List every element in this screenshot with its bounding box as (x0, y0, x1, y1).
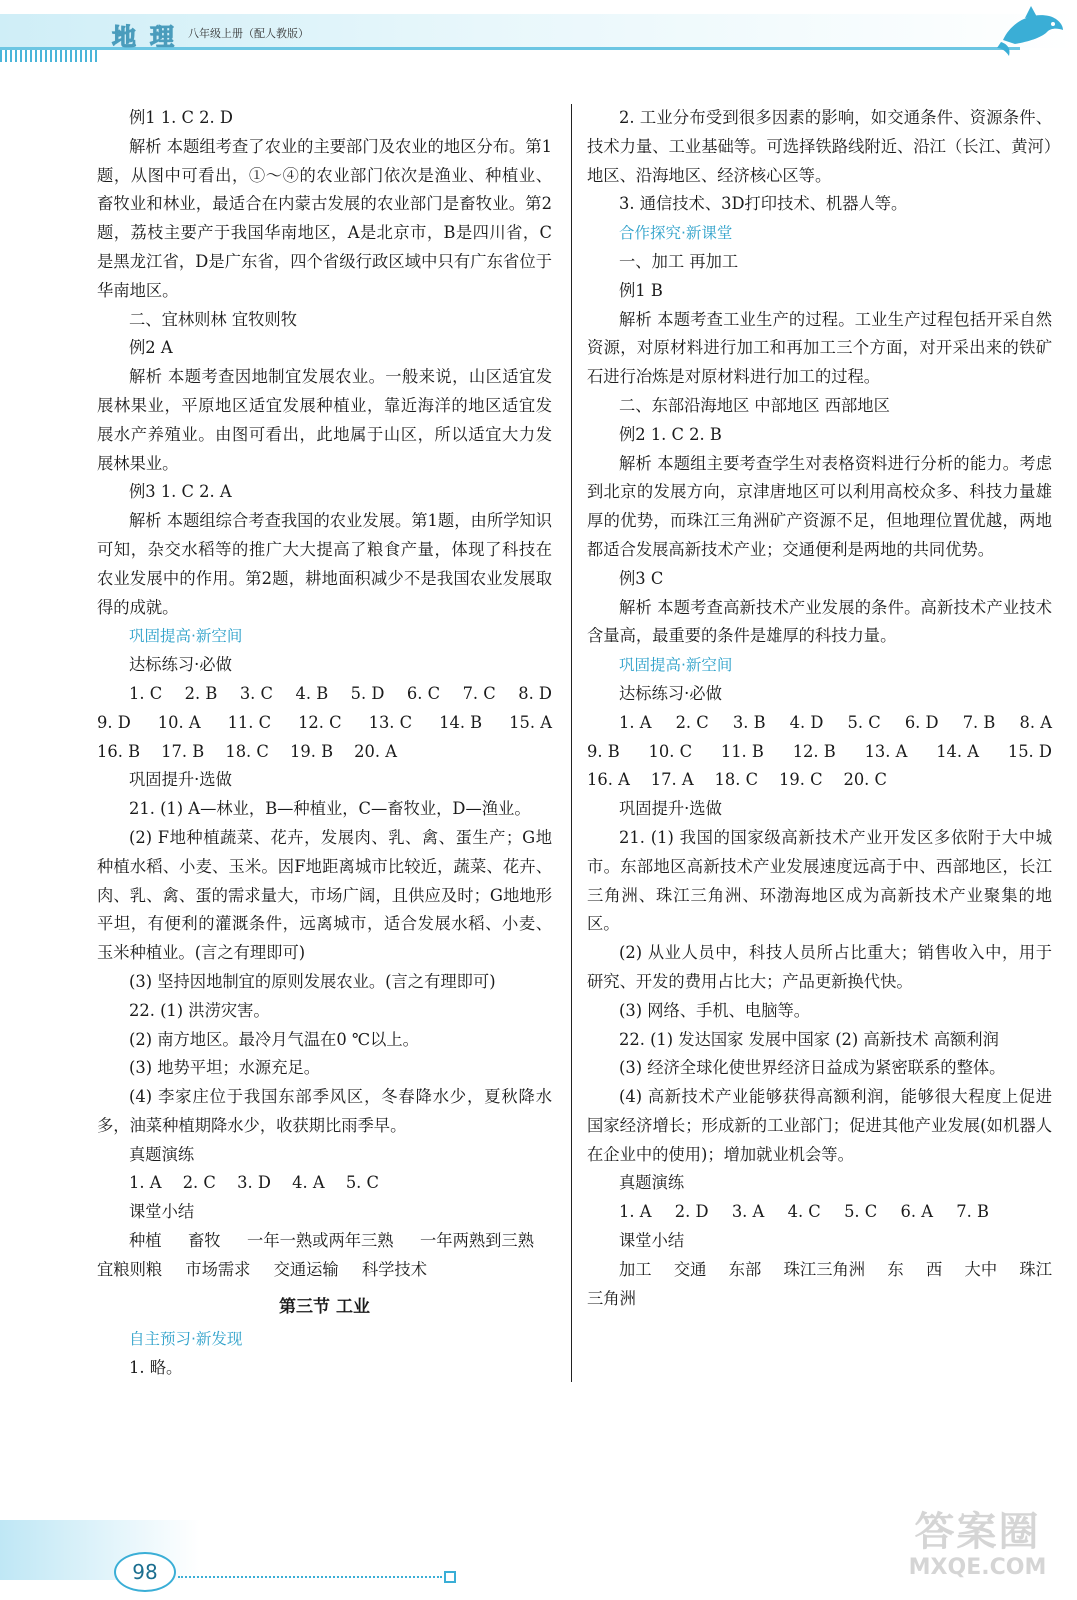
answer-item: 2. D (674, 1202, 709, 1222)
answer-item: 1. A (619, 1202, 652, 1222)
answer-item: 3. C (239, 683, 273, 703)
answer-item: 13. A (864, 741, 908, 761)
answer-item: 18. C (714, 770, 759, 790)
summary-row (97, 1227, 534, 1256)
subsection-label: 真题演练 (129, 1144, 195, 1164)
answer-item: 7. C (462, 683, 496, 703)
summary-item: 种植 (129, 1231, 162, 1251)
answer-item: 4. C (787, 1202, 821, 1222)
dolphin-icon (997, 0, 1067, 62)
answer-row (587, 766, 887, 795)
answer-item: 4. B (295, 683, 329, 703)
summary-item: 交通运输 (273, 1259, 339, 1279)
footer-square-icon (444, 1571, 456, 1583)
example-3-answer: 例3 1. C 2. A (129, 482, 232, 502)
footer-dotted-line (178, 1576, 442, 1578)
answer-text: (3) 坚持因地制宜的原则发展农业。(言之有理即可) (129, 971, 496, 991)
answer-text: (2) F地种植蔬菜、花卉，发展肉、乳、禽、蛋生产；G地种植水稻、小麦、玉米。因F地距离城市比较近，蔬菜、花卉、肉、乳、禽、蛋的需求量大，市场广阔，且供应及时；G地地形平坦，有便利的灌溉条件，远离城市，适合发展水稻、小麦、玉米种植业。(言之有理即可) (97, 827, 552, 963)
summary-item: 珠江三角洲 (783, 1259, 866, 1279)
column-divider (571, 104, 572, 1382)
answer-item: 7. B (956, 1202, 989, 1222)
example-3-answer: 例3 C (619, 568, 664, 588)
answer-item: 15. A (509, 712, 552, 732)
answer-row (97, 1169, 379, 1198)
right-column (587, 104, 1052, 1313)
answer-text: (4) 李家庄位于我国东部季风区，冬春降水少，夏秋降水多，油菜种植期降水少，收获期比雨季早。 (97, 1087, 552, 1135)
summary-row (97, 1256, 427, 1285)
answer-text: 2. 工业分布受到很多因素的影响，如交通条件、资源条件、技术力量、工业基础等。可选择铁路线附近、沿江（长江、黄河）地区、沿海地区、经济核心区等。 (587, 108, 1052, 185)
answer-item: 3. B (732, 712, 766, 732)
watermark-bottom: MXQE.COM (908, 1555, 1047, 1580)
answer-item: 16. A (587, 770, 630, 790)
section-heading: 二、东部沿海地区 中部地区 西部地区 (619, 395, 890, 415)
summary-row (587, 1256, 1052, 1285)
example-2-answer: 例2 1. C 2. B (619, 424, 722, 444)
section-title: 第三节 工业 (279, 1296, 370, 1317)
analysis-text: 解析 本题组考查了农业的主要部门及农业的地区分布。第1题，从图中可看出，①～④的农业部门依次是渔业、种植业、畜牧业和林业，最适合在内蒙古发展的农业部门是畜牧业。第2题，荔枝主要产于我国华南地区，A是北京市，B是四川省，C是黑龙江省，D是广东省，四个省级行政区域中只有广东省位于华南地区。 (97, 136, 552, 300)
subsection-label: 真题演练 (619, 1173, 685, 1193)
answer-item: 18. C (225, 741, 269, 761)
answer-row (97, 709, 552, 738)
answer-item: 12. B (792, 741, 836, 761)
page-header (0, 0, 1077, 92)
answer-item: 5. C (847, 712, 881, 732)
subsection-label: 巩固提升·选做 (619, 799, 722, 819)
summary-item: 大中 (964, 1259, 998, 1279)
answer-item: 1. C (129, 683, 163, 703)
page-number: 98 (114, 1552, 176, 1592)
section-heading: 二、宜林则林 宜牧则牧 (129, 309, 297, 329)
answer-item: 20. A (354, 741, 397, 761)
answer-text: 3. 通信技术、3D打印技术、机器人等。 (619, 194, 908, 214)
answer-item: 9. B (587, 741, 620, 761)
answer-item: 15. D (1007, 741, 1052, 761)
answer-row (97, 680, 552, 709)
answer-item: 1. A (619, 712, 652, 732)
summary-item: 一年两熟到三熟 (420, 1231, 534, 1251)
answer-item: 16. B (97, 741, 141, 761)
answer-item: 19. B (290, 741, 334, 761)
watermark-top: 答案圈 (914, 1509, 1041, 1555)
answer-row (587, 709, 1052, 738)
example-2-answer: 例2 A (129, 338, 173, 358)
answer-row (587, 738, 1052, 767)
subsection-label: 课堂小结 (129, 1202, 195, 1222)
summary-item: 西 (925, 1259, 943, 1279)
analysis-text: 解析 本题考查工业生产的过程。工业生产过程包括开采自然资源，对原材料进行加工和再加工三个方面，对开采出来的铁矿石进行冶炼是对原材料进行加工的过程。 (587, 309, 1052, 387)
answer-item: 6. D (904, 712, 939, 732)
answer-item: 5. D (350, 683, 385, 703)
header-stripes (0, 48, 100, 62)
answer-text: 22. (1) 洪涝灾害。 (129, 1000, 270, 1020)
answer-item: 14. B (439, 712, 483, 732)
section-label: 巩固提高·新空间 (619, 656, 733, 675)
answer-item: 3. A (731, 1202, 765, 1222)
answer-text: (3) 地势平坦；水源充足。 (129, 1058, 321, 1078)
answer-item: 9. D (97, 712, 131, 732)
answer-text: (2) 从业人员中，科技人员所占比重大；销售收入中，用于研究、开发的费用占比大；产品更新换代快。 (587, 943, 1052, 991)
section-heading: 一、加工 再加工 (619, 251, 739, 271)
answer-item: 2. C (675, 712, 709, 732)
answer-item: 19. C (779, 770, 823, 790)
subsection-label: 达标练习·必做 (129, 655, 232, 675)
summary-item: 加工 (619, 1259, 652, 1279)
example-1-answer: 例1 1. C 2. D (129, 108, 233, 127)
summary-item: 三角洲 (587, 1288, 636, 1308)
answer-item: 10. C (648, 741, 693, 761)
answer-text: (2) 南方地区。最冷月气温在0 ℃以上。 (129, 1029, 419, 1049)
left-column (97, 104, 552, 1383)
answer-row (97, 738, 397, 767)
watermark (890, 1510, 1065, 1590)
edition-label: 八年级上册（配人教版） (188, 27, 309, 40)
answer-item: 2. B (184, 683, 218, 703)
answer-text: (3) 经济全球化使世界经济日益成为紧密联系的整体。 (619, 1058, 1006, 1078)
answer-item: 6. A (900, 1202, 933, 1222)
answer-item: 17. B (161, 741, 205, 761)
summary-item: 畜牧 (188, 1231, 221, 1251)
answer-item: 17. A (650, 770, 694, 790)
answer-item: 11. B (720, 741, 764, 761)
summary-item: 一年一熟或两年三熟 (247, 1231, 394, 1251)
answer-item: 12. C (298, 712, 342, 732)
answer-item: 4. A (292, 1173, 325, 1193)
analysis-text: 解析 本题考查高新技术产业发展的条件。高新技术产业技术含量高，最重要的条件是雄厚的科技力量。 (587, 597, 1052, 646)
summary-item: 交通 (673, 1259, 707, 1279)
answer-text: 1. 略。 (129, 1358, 183, 1378)
analysis-text: 解析 本题组综合考查我国的农业发展。第1题，由所学知识可知，杂交水稻等的推广大大提高了粮食产量，体现了科技在农业发展中的作用。第2题，耕地面积减少不是我国农业发展取得的成就。 (97, 511, 552, 617)
answer-item: 5. C (844, 1202, 878, 1222)
subsection-label: 课堂小结 (619, 1231, 685, 1251)
section-label: 自主预习·新发现 (129, 1330, 243, 1349)
answer-item: 2. C (182, 1173, 216, 1193)
summary-item: 东部 (728, 1259, 762, 1279)
answer-item: 8. D (518, 683, 552, 703)
answer-item: 13. C (368, 712, 413, 732)
answer-item: 6. C (406, 683, 441, 703)
answer-item: 5. C (345, 1173, 379, 1193)
answer-text: 22. (1) 发达国家 发展中国家 (2) 高新技术 高额利润 (619, 1029, 999, 1049)
answer-item: 3. D (237, 1173, 271, 1193)
answer-row (587, 1198, 989, 1227)
summary-item: 科学技术 (361, 1259, 427, 1279)
subsection-label: 达标练习·必做 (619, 683, 722, 703)
subsection-label: 巩固提升·选做 (129, 770, 232, 790)
answer-text: (3) 网络、手机、电脑等。 (619, 1000, 811, 1020)
section-label: 巩固提高·新空间 (129, 627, 243, 646)
summary-item: 宜粮则粮 (97, 1259, 163, 1279)
summary-item: 市场需求 (185, 1259, 251, 1279)
answer-item: 10. A (157, 712, 201, 732)
answer-item: 8. A (1019, 712, 1052, 732)
summary-item: 珠江 (1019, 1259, 1052, 1279)
summary-item: 东 (887, 1259, 904, 1279)
section-label: 合作探究·新课堂 (619, 224, 733, 243)
answer-text: 21. (1) A—林业，B—种植业，C—畜牧业，D—渔业。 (129, 799, 531, 819)
answer-item: 4. D (789, 712, 824, 732)
answer-item: 7. B (962, 712, 996, 732)
example-1-answer: 例1 B (619, 280, 663, 300)
answer-item: 20. C (843, 770, 887, 790)
subject-title: 地理 (112, 22, 188, 51)
answer-item: 1. A (129, 1173, 162, 1193)
answer-item: 14. A (936, 741, 980, 761)
answer-item: 11. C (227, 712, 272, 732)
answer-text: 21. (1) 我国的国家级高新技术产业开发区多依附于大中城市。东部地区高新技术产业发展速度远高于中、西部地区，长江三角洲、珠江三角洲、环渤海地区成为高新技术产业聚集的地区。 (587, 827, 1052, 934)
analysis-text: 解析 本题组主要考查学生对表格资料进行分析的能力。考虑到北京的发展方向，京津唐地区可以利用高校众多、科技力量雄厚的优势，而珠江三角洲矿产资源不足，但地理位置优越，两地都适合发展高新技术产业；交通便利是两地的共同优势。 (587, 453, 1052, 559)
answer-text: (4) 高新技术产业能够获得高额利润，能够很大程度上促进国家经济增长；形成新的工业部门；促进其他产业发展(如机器人在企业中的使用)；增加就业机会等。 (587, 1087, 1052, 1164)
analysis-text: 解析 本题考查因地制宜发展农业。一般来说，山区适宜发展林果业，平原地区适宜发展种植业，靠近海洋的地区适宜发展水产养殖业。由图可看出，此地属于山区，所以适宜大力发展林果业。 (97, 367, 552, 473)
